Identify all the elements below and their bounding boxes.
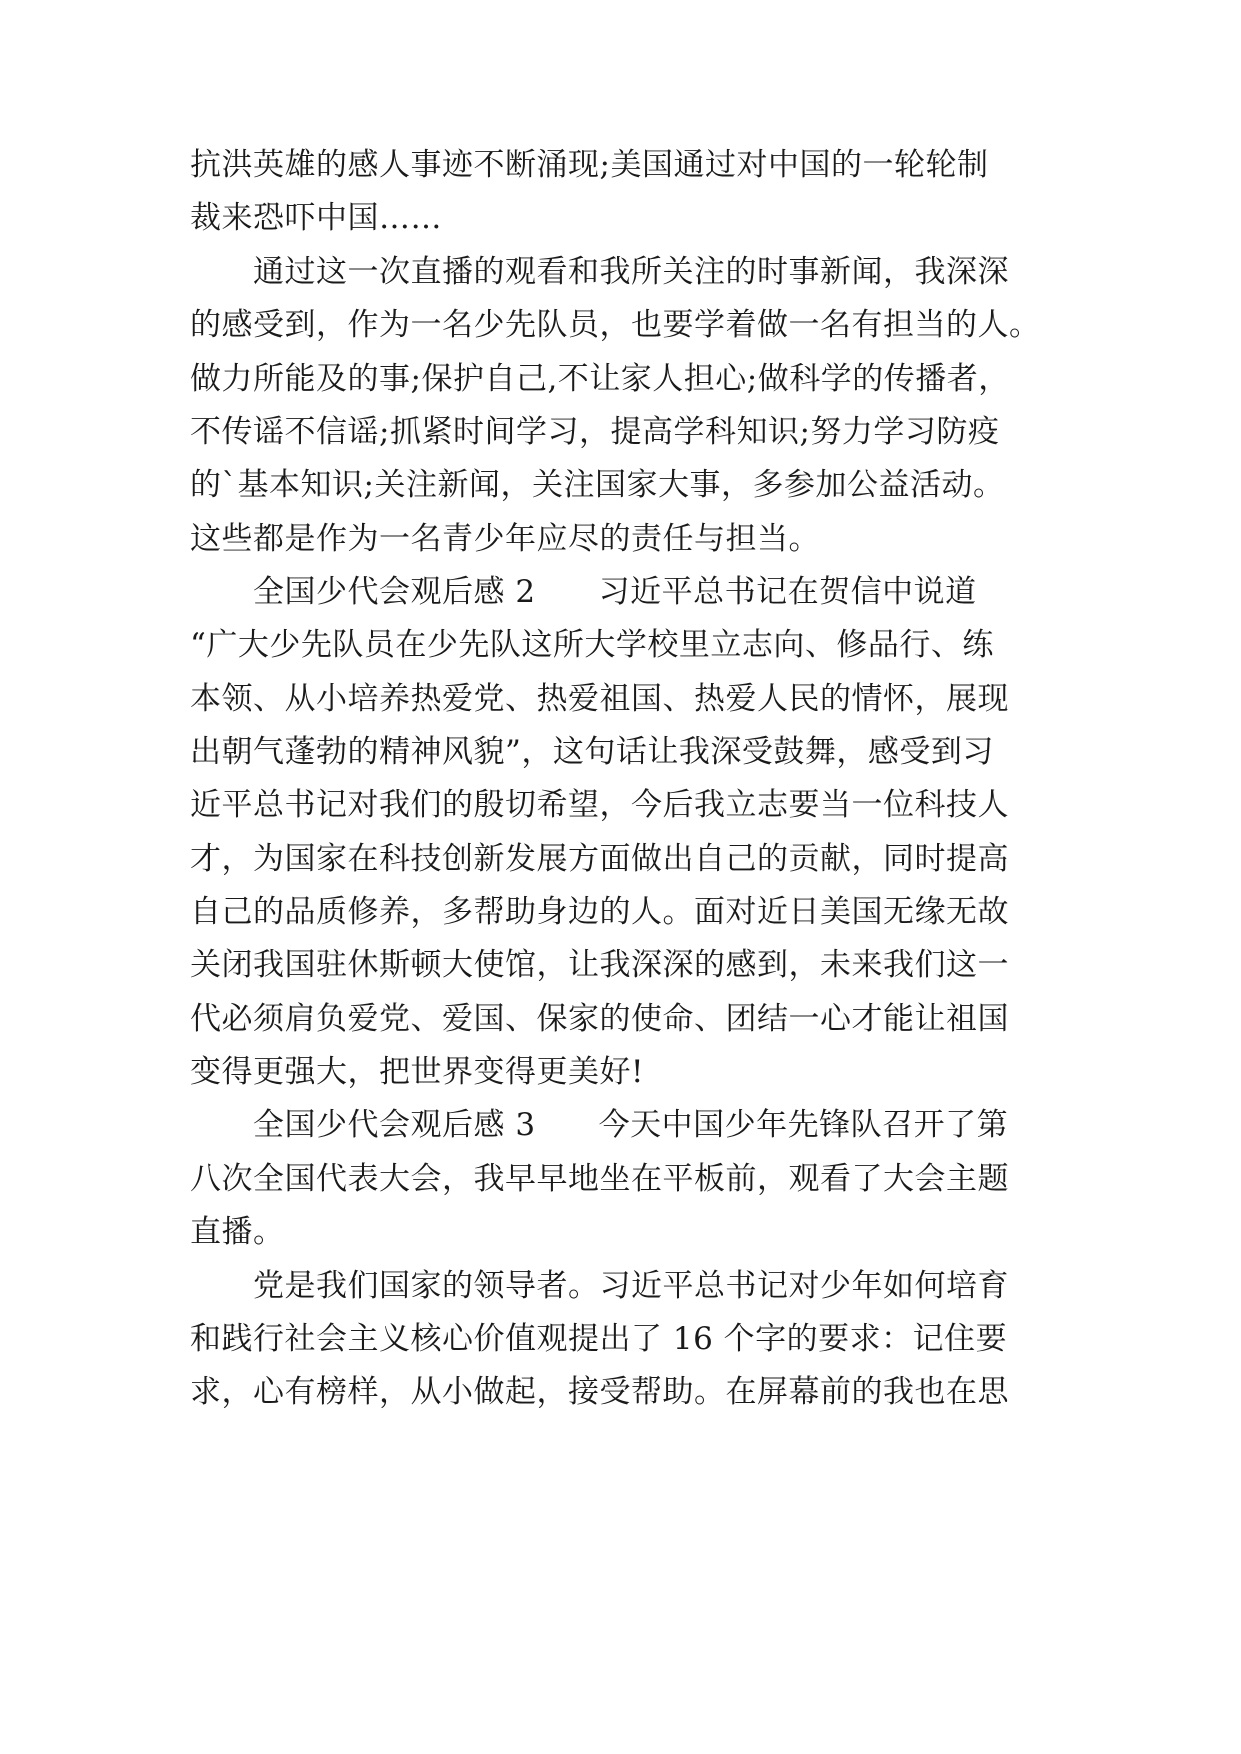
text-line: 才，为国家在科技创新发展方面做出自己的贡献，同时提高 [190,841,1009,877]
text-line: 直播。 [190,1214,285,1250]
text-line: 代必须肩负爱党、爱国、保家的使命、团结一心才能让祖国 [190,1001,1009,1037]
text-line: 抗洪英雄的感人事迹不断涌现;美国通过对中国的一轮轮制 [190,147,989,183]
text-line: 全国少代会观后感 3 今天中国少年先锋队召开了第 [190,1107,1009,1143]
text-line: 八次全国代表大会，我早早地坐在平板前，观看了大会主题 [190,1161,1009,1197]
text-line: 和践行社会主义核心价值观提出了 16 个字的要求：记住要 [190,1321,1008,1357]
text-line: 自己的品质修养，多帮助身边的人。面对近日美国无缘无故 [190,894,1009,930]
text-line: 求，心有榜样，从小做起，接受帮助。在屏幕前的我也在思 [190,1374,1009,1410]
text-line: 的`基本知识;关注新闻，关注国家大事，多参加公益活动。 [190,467,1005,503]
text-line: 党是我们国家的领导者。习近平总书记对少年如何培育 [190,1268,1009,1304]
text-line: 做力所能及的事;保护自己,不让家人担心;做科学的传播者， [190,361,1010,397]
text-line: 本领、从小培养热爱党、热爱祖国、热爱人民的情怀，展现 [190,681,1009,717]
text-line: 不传谣不信谣;抓紧时间学习，提高学科知识;努力学习防疫 [190,414,1000,450]
text-line: 变得更强大，把世界变得更美好! [190,1054,644,1090]
text-line: 近平总书记对我们的殷切希望，今后我立志要当一位科技人 [190,787,1009,823]
text-line: 出朝气蓬勃的精神风貌”，这句话让我深受鼓舞，感受到习 [190,734,994,770]
text-line: 的感受到，作为一名少先队员，也要学着做一名有担当的人。 [190,307,1041,343]
text-line: 通过这一次直播的观看和我所关注的时事新闻，我深深 [190,254,1009,290]
text-line: 全国少代会观后感 2 习近平总书记在贺信中说道 [190,574,977,610]
text-line: 这些都是作为一名青少年应尽的责任与担当。 [190,521,820,557]
text-line: “广大少先队员在少先队这所大学校里立志向、修品行、练 [190,627,994,663]
text-line: 裁来恐吓中国…… [190,200,442,236]
text-line: 关闭我国驻休斯顿大使馆，让我深深的感到，未来我们这一 [190,947,1009,983]
